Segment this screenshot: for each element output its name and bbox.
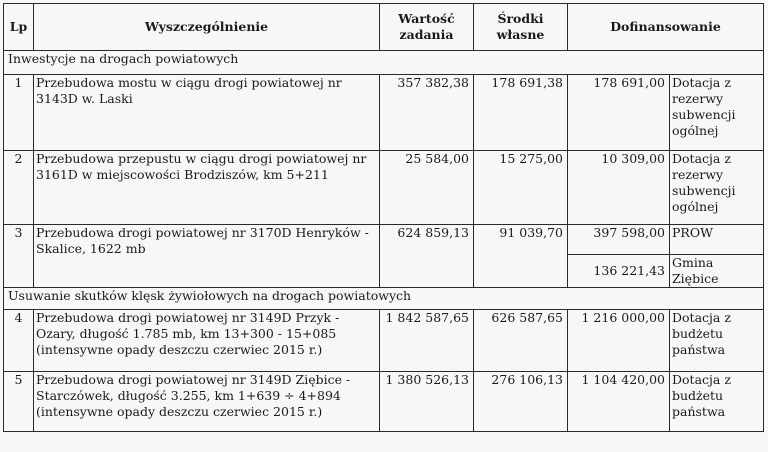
row-description [34,225,380,288]
row-srodki: 178 691,38 [474,75,568,151]
source-line: państwa [672,342,726,357]
description-line: 3143D w. Laski [36,91,133,106]
row-dofinansowanie: 1 216 000,00 [568,310,670,372]
row-dofinansowanie: 397 598,00 [568,225,670,255]
row-wartosc: 357 382,38 [380,75,474,151]
row-srodki: 626 587,65 [474,310,568,372]
source-line: ogólnej [672,199,719,214]
description-line: Przebudowa drogi powiatowej nr 3170D Henryków - [36,225,369,240]
section-row [4,51,764,75]
row-zrodlo [670,151,764,225]
header-wyszczegolnienie: Wyszczególnienie [34,4,380,51]
source-line: subwencji [672,107,736,122]
header-srodki [474,4,568,51]
row-description [34,372,380,432]
row-dofinansowanie: 178 691,00 [568,75,670,151]
description-line: Starczówek, długość 3.255, km 1+639 ÷ 4+894 [36,388,341,403]
source-line: Dotacja z [672,372,731,387]
table-row [4,225,764,255]
source-line: Dotacja z [672,75,731,90]
header-wartosc-line1: Wartość [398,11,455,26]
table-row [4,151,764,225]
row-srodki: 276 106,13 [474,372,568,432]
section-row [4,288,764,310]
header-srodki-line1: Środki [497,11,544,26]
source-line: budżetu [672,388,724,403]
header-dofinansowanie: Dofinansowanie [568,4,764,51]
row-zrodlo: Gmina Ziębice [670,255,764,288]
table-row [4,372,764,432]
source-line: ogólnej [672,123,719,138]
row-srodki: 91 039,70 [474,225,568,288]
description-line: Skalice, 1622 mb [36,241,146,256]
row-srodki: 15 275,00 [474,151,568,225]
description-line: Przebudowa drogi powiatowej nr 3149D Ziębice - [36,372,351,387]
description-line: (intensywne opady deszczu czerwiec 2015 r.) [36,404,323,419]
row-dofinansowanie: 1 104 420,00 [568,372,670,432]
row-wartosc: 1 842 587,65 [380,310,474,372]
description-line: Przebudowa mostu w ciągu drogi powiatowej nr [36,75,342,90]
row-zrodlo [670,372,764,432]
header-wartosc-line2: zadania [399,27,454,42]
row-lp: 2 [4,151,34,225]
source-line: budżetu [672,326,724,341]
header-srodki-line2: własne [496,27,545,42]
row-zrodlo: PROW [670,225,764,255]
description-line: (intensywne opady deszczu czerwiec 2015 r.) [36,342,323,357]
source-line: państwa [672,404,726,419]
row-lp: 4 [4,310,34,372]
section-title: Usuwanie skutków klęsk żywiołowych na drogach powiatowych [4,288,764,310]
row-wartosc: 624 859,13 [380,225,474,288]
row-lp: 5 [4,372,34,432]
table-row [4,75,764,151]
header-row [4,4,764,51]
source-line: rezerwy [672,91,724,106]
funding-table [3,3,764,432]
description-line: Przebudowa przepustu w ciągu drogi powiatowej nr [36,151,367,166]
row-wartosc: 1 380 526,13 [380,372,474,432]
source-line: Dotacja z [672,310,731,325]
description-line: 3161D w miejscowości Brodziszów, km 5+211 [36,167,329,182]
row-lp: 1 [4,75,34,151]
row-zrodlo [670,310,764,372]
row-zrodlo [670,75,764,151]
row-description [34,75,380,151]
table-row [4,310,764,372]
source-line: Dotacja z [672,151,731,166]
header-wartosc [380,4,474,51]
source-line: subwencji [672,183,736,198]
description-line: Ozary, długość 1.785 mb, km 13+300 - 15+085 [36,326,337,341]
description-line: Przebudowa drogi powiatowej nr 3149D Przyk - [36,310,340,325]
header-lp: Lp [4,4,34,51]
row-dofinansowanie: 136 221,43 [568,255,670,288]
row-dofinansowanie: 10 309,00 [568,151,670,225]
source-line: rezerwy [672,167,724,182]
section-title: Inwestycje na drogach powiatowych [4,51,764,75]
row-description [34,310,380,372]
row-wartosc: 25 584,00 [380,151,474,225]
row-lp: 3 [4,225,34,288]
row-description [34,151,380,225]
